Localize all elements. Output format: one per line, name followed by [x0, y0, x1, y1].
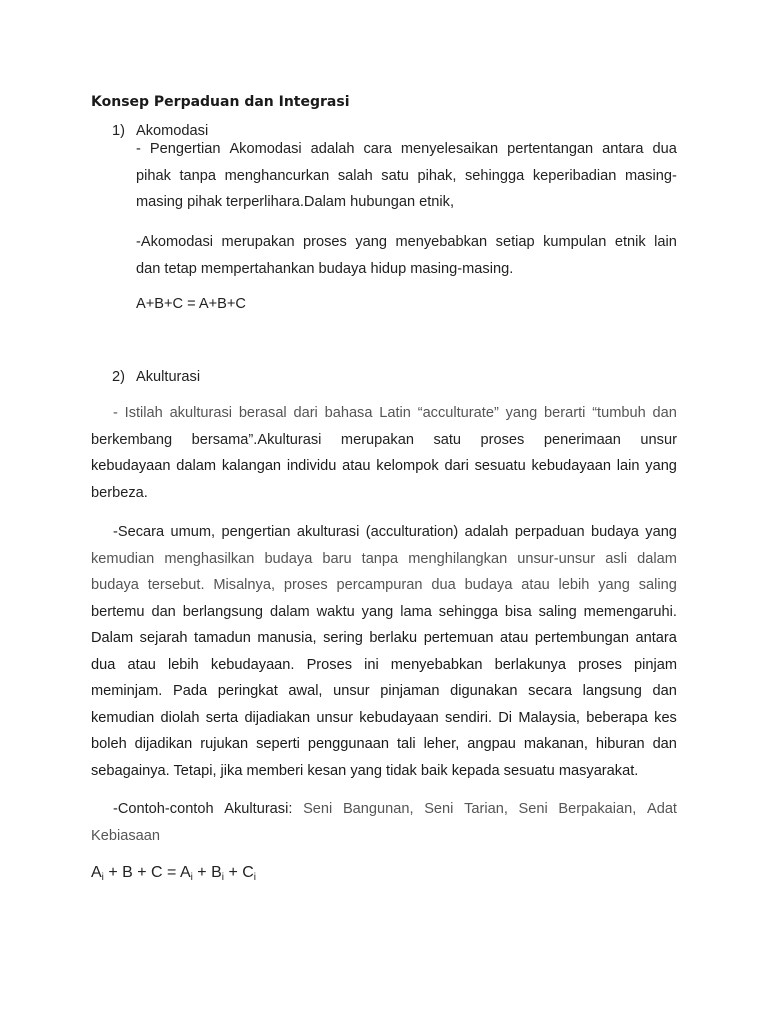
text-line-content: masing pihak terperlihara.Dalam hubungan etnik,: [136, 194, 455, 210]
word: boleh: [91, 736, 127, 752]
word: Malaysia,: [518, 709, 580, 726]
word: individu: [286, 458, 337, 474]
word: asli: [605, 550, 628, 567]
text-line: [91, 480, 677, 507]
word: dalam: [637, 550, 677, 567]
word: tersebut.: [147, 577, 205, 593]
word: masing-: [624, 167, 677, 184]
word: yang: [645, 458, 677, 474]
word: Istilah: [124, 405, 163, 421]
word: berarti: [544, 405, 586, 421]
word: menyebabkan: [390, 656, 483, 673]
document-title: Konsep Perpaduan dan Integrasi: [91, 94, 350, 110]
word: akulturasi: [296, 524, 360, 540]
word: dari: [293, 405, 318, 421]
word: Pada: [173, 683, 208, 699]
word: adalah: [464, 524, 509, 540]
text-line: [91, 705, 677, 732]
word: -Secara: [113, 524, 165, 540]
word: cara: [363, 141, 392, 157]
word: “acculturate”: [417, 405, 499, 421]
word: sesuatu: [474, 458, 526, 474]
word: angpau: [467, 736, 516, 752]
word: merupakan: [340, 431, 414, 448]
word: pertentangan: [507, 141, 594, 157]
word: tali: [396, 736, 416, 752]
word: berlaku: [369, 630, 418, 646]
word: sering: [323, 630, 363, 646]
word: bersama”.Akulturasi: [191, 431, 322, 448]
text-line-content: berbeza.: [91, 484, 148, 501]
equation-term: + B + C = A: [103, 864, 191, 881]
word: satu: [433, 431, 462, 448]
word: memengaruhi.: [583, 603, 677, 620]
word: Pengertian: [149, 141, 221, 157]
word: dari: [444, 458, 469, 474]
word: sehingga: [465, 167, 525, 184]
word: perpaduan: [514, 524, 585, 540]
text-line: [91, 823, 677, 850]
word: tamadun: [194, 630, 251, 646]
equation-subscript: i: [253, 872, 257, 883]
text-line: [136, 136, 677, 163]
text-line: [91, 678, 677, 705]
section-title: Akulturasi: [136, 369, 201, 385]
word: proses: [480, 431, 525, 448]
word: menyelesaikan: [400, 141, 499, 157]
text-line: [91, 427, 677, 454]
text-line: [91, 519, 677, 546]
word: etnik: [614, 234, 646, 250]
text-line: [136, 256, 677, 283]
word: lebih: [558, 577, 590, 593]
text-line: [91, 652, 677, 679]
word: Seni: [424, 801, 454, 817]
text-line: [91, 572, 677, 599]
word: lain: [616, 458, 640, 474]
word: baru: [322, 550, 352, 567]
word: pihak,: [417, 167, 457, 184]
word: diolah: [160, 709, 200, 726]
equation-subscript: i: [190, 872, 193, 883]
akomodasi-equation: A+B+C = A+B+C: [136, 296, 246, 312]
word: Berpakaian,: [558, 801, 637, 817]
word: Proses: [306, 656, 352, 673]
text-line-content: sebagainya. Tetapi, jika memberi kesan yang tidak baik kepada sesuatu masyarakat.: [91, 762, 639, 779]
word: menghancurkan: [224, 167, 330, 184]
word: Akomodasi: [229, 141, 302, 157]
word: yang: [505, 405, 538, 421]
text-line: [91, 796, 677, 823]
equation-subscript: i: [221, 872, 224, 883]
word: lebih: [167, 656, 199, 673]
word: dijadiakan: [244, 709, 311, 726]
word: penggunaan: [307, 736, 389, 752]
akulturasi-definition: [91, 400, 677, 506]
word: langsung: [582, 683, 642, 699]
word: menghilangkan: [408, 550, 508, 567]
word: berlakunya: [494, 656, 566, 673]
word: unsur: [640, 431, 677, 448]
word: menghasilkan: [164, 550, 255, 567]
word: beberapa: [586, 709, 648, 726]
word: penerimaan: [543, 431, 621, 448]
word: dan: [652, 736, 677, 752]
word: pertembungan: [534, 630, 629, 646]
word: budaya: [464, 577, 513, 593]
word: dua: [431, 577, 456, 593]
word: atau: [521, 577, 550, 593]
word: -: [113, 405, 118, 421]
section-title: Akomodasi: [136, 123, 209, 139]
akomodasi-definition: [136, 136, 677, 216]
equation-term: + C: [224, 864, 254, 881]
word: awal,: [288, 683, 323, 699]
text-line: [91, 758, 677, 785]
equation-term: + B: [192, 864, 222, 881]
word: Misalnya,: [213, 577, 276, 593]
word: pinjaman: [380, 683, 440, 699]
word: yang: [361, 603, 394, 620]
word: bertemu: [91, 603, 145, 620]
section-number: 2): [112, 369, 125, 385]
word: pinjam: [633, 656, 677, 673]
word: pengertian: [221, 524, 291, 540]
word: kebudayaan: [91, 458, 171, 474]
text-line: [136, 229, 677, 256]
word: -: [136, 141, 141, 157]
word: sendiri.: [444, 709, 493, 726]
word: sejarah: [139, 630, 188, 646]
word: Adat: [646, 801, 677, 817]
word: Di: [498, 709, 513, 726]
word: satu: [381, 167, 409, 184]
word: dalam: [176, 458, 217, 474]
text-line: [91, 625, 677, 652]
word: yang: [355, 234, 387, 250]
text-line-content: dan tetap mempertahankan budaya hidup masing-masing.: [136, 260, 514, 277]
word: waktu: [316, 603, 355, 620]
word: kumpulan: [543, 234, 607, 250]
word: kebudayaan: [359, 709, 439, 726]
text-line: [91, 400, 677, 427]
word: berlangsung: [182, 603, 264, 620]
akulturasi-explanation: [91, 519, 677, 784]
word: Latin: [379, 405, 411, 421]
word: berkembang: [91, 431, 173, 448]
word: tanpa: [179, 167, 216, 184]
word: salah: [337, 167, 373, 184]
section-akulturasi-heading: [112, 369, 200, 385]
word: manusia,: [257, 630, 317, 646]
word: adalah: [310, 141, 355, 157]
word: kebudayaan.: [210, 656, 295, 673]
akomodasi-process: [136, 229, 677, 282]
word: budaya: [264, 550, 313, 567]
word: antara: [635, 630, 677, 646]
word: kes: [654, 709, 677, 726]
word: akulturasi: [169, 405, 233, 421]
word: merupakan: [221, 234, 295, 250]
text-line-content: Kebiasaan: [91, 827, 160, 844]
text-line: [91, 453, 677, 480]
text-line: [91, 599, 677, 626]
word: pertemuan: [423, 630, 494, 646]
word: unsur-unsur: [517, 550, 596, 567]
word: budaya: [91, 577, 139, 593]
word: yang: [645, 524, 677, 540]
word: unsur: [333, 683, 370, 699]
word: proses: [283, 577, 328, 593]
equation-term: A: [91, 864, 102, 881]
word: “tumbuh: [592, 405, 646, 421]
word: hiburan: [595, 736, 645, 752]
word: tanpa: [361, 550, 399, 567]
word: yang: [598, 577, 630, 593]
word: meminjam.: [91, 683, 163, 699]
word: (acculturation): [365, 524, 459, 540]
text-line: [91, 546, 677, 573]
word: kemudian: [91, 550, 155, 567]
word: digunakan: [450, 683, 518, 699]
text-line: [136, 189, 677, 216]
word: proses: [303, 234, 347, 250]
word: setiap: [495, 234, 535, 250]
word: berasal: [238, 405, 287, 421]
word: -Contoh-contoh: [113, 801, 214, 817]
word: dijadikan: [134, 736, 193, 752]
word: lama: [400, 603, 432, 620]
section-number: 1): [112, 123, 125, 139]
word: lain: [654, 234, 677, 250]
word: secara: [528, 683, 572, 699]
word: pihak: [136, 167, 171, 184]
word: dan: [151, 603, 176, 620]
word: Bangunan,: [342, 801, 414, 817]
word: percampuran: [336, 577, 423, 593]
word: kelompok: [376, 458, 439, 474]
word: antara: [602, 141, 644, 157]
word: saling: [638, 577, 677, 593]
word: atau: [342, 458, 371, 474]
word: Dalam: [91, 630, 134, 646]
word: menyebabkan: [395, 234, 488, 250]
word: bisa: [504, 603, 532, 620]
word: seperti: [256, 736, 300, 752]
word: serta: [205, 709, 239, 726]
word: atau: [499, 630, 529, 646]
word: makanan,: [523, 736, 588, 752]
text-line: [136, 163, 677, 190]
akulturasi-examples: [91, 796, 677, 849]
akulturasi-equation: [91, 864, 256, 883]
word: peringkat: [217, 683, 278, 699]
word: umum,: [170, 524, 216, 540]
word: dua: [652, 141, 677, 157]
word: kemudian: [91, 709, 155, 726]
word: sehingga: [438, 603, 499, 620]
word: Seni: [518, 801, 548, 817]
word: unsur: [316, 709, 353, 726]
word: ini: [364, 656, 379, 673]
word: dalam: [269, 603, 310, 620]
word: kalangan: [221, 458, 282, 474]
word: keperibadian: [532, 167, 617, 184]
word: atau: [127, 656, 156, 673]
word: dua: [91, 656, 116, 673]
word: budaya: [591, 524, 639, 540]
word: dan: [652, 683, 677, 699]
word: saling: [538, 603, 577, 620]
word: Tarian,: [464, 801, 508, 817]
word: rujukan: [200, 736, 249, 752]
equation-subscript: i: [101, 872, 104, 883]
word: Akulturasi:: [224, 801, 293, 817]
word: Seni: [303, 801, 333, 817]
word: proses: [578, 656, 622, 673]
word: bahasa: [324, 405, 373, 421]
word: kebudayaan: [531, 458, 612, 474]
word: dan: [652, 405, 677, 421]
text-line: [91, 731, 677, 758]
word: -Akomodasi: [136, 234, 214, 250]
word: leher,: [423, 736, 460, 752]
